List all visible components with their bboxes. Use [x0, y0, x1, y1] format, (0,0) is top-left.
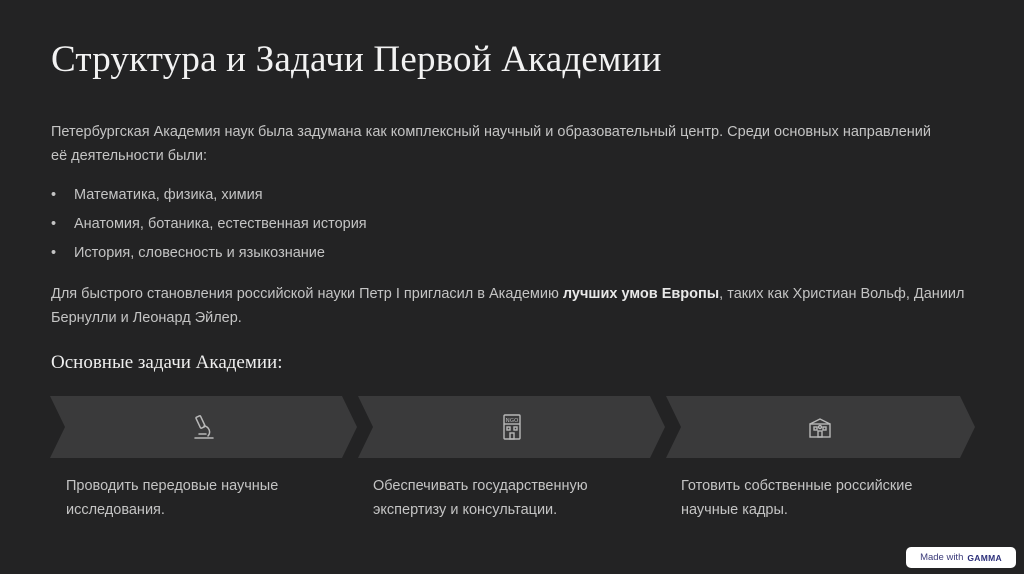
school-building-icon: [807, 412, 833, 442]
svg-text:NGO: NGO: [505, 418, 519, 424]
bullet-icon: •: [51, 187, 57, 203]
list-item-text: Анатомия, ботаника, естественная история: [74, 216, 367, 232]
slide-title: Структура и Задачи Первой Академии: [51, 39, 662, 80]
task-caption-3: Готовить собственные российские научные кадры.: [681, 478, 913, 518]
intro-paragraph: Петербургская Академия наук была задумана как комплексный научный и образовательный центр. Среди основных направлений её деятельности были:: [51, 124, 931, 164]
scientists-text-start: Для быстрого становления российской науки Петр I пригласил в Академию: [51, 286, 563, 302]
list-item-text: История, словесность и языкознание: [74, 245, 325, 261]
gamma-logo: GAMMA: [967, 552, 1002, 563]
list-item: [51, 241, 367, 270]
microscope-icon: [191, 412, 217, 442]
scientists-paragraph: [51, 282, 991, 330]
scientists-text-end: , таких как Христиан Вольф, Даниил Бернулли и Леонард Эйлер.: [51, 286, 965, 326]
list-item: [51, 212, 367, 241]
task-caption-1: Проводить передовые научные исследования.: [66, 478, 279, 518]
bullet-icon: •: [51, 245, 57, 261]
directions-list: [51, 183, 367, 270]
made-with-label: Made with: [920, 552, 964, 563]
list-item-text: Математика, физика, химия: [74, 187, 263, 203]
scientists-highlight: лучших умов Европы: [562, 286, 720, 302]
tasks-heading: Основные задачи Академии:: [51, 352, 283, 373]
list-item: [51, 183, 367, 212]
task-caption-2: Обеспечивать государственную экспертизу и консультации.: [373, 478, 588, 518]
made-with-gamma-badge[interactable]: [906, 547, 1016, 568]
bullet-icon: •: [51, 216, 57, 232]
ngo-building-icon: [499, 412, 525, 442]
